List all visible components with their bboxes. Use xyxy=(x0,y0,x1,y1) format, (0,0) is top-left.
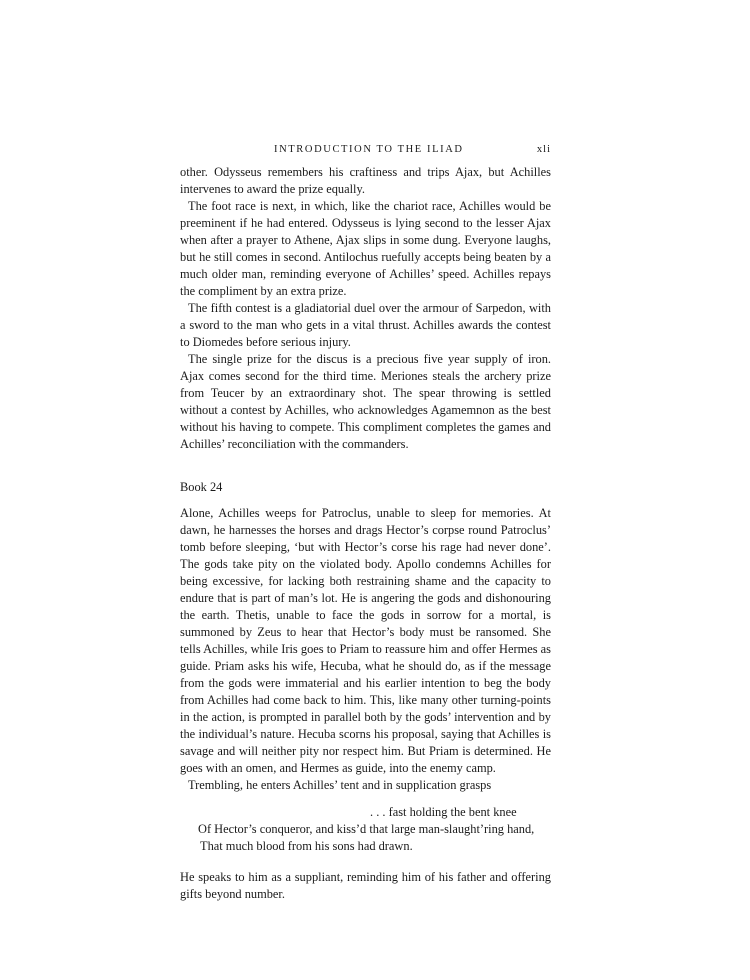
paragraph-duel: The fifth contest is a gladiatorial duel over the armour of Sarpedon, with a sword to the man who gets in a vital thrust. Achilles awards the contest to Diomedes before serious injury. xyxy=(180,301,551,349)
verse-line: Of Hector’s conqueror, and kiss’d that large man-slaught’ring hand, xyxy=(198,822,535,836)
verse-line: That much blood from his sons had drawn. xyxy=(200,839,413,853)
body-text xyxy=(180,164,551,903)
page-number: xli xyxy=(536,144,551,155)
running-head xyxy=(180,140,551,158)
paragraph-foot-race: The foot race is next, in which, like the chariot race, Achilles would be preeminent if he had entered. Odysseus is lying second to the lesser Ajax when after a prayer to Athene, Ajax slips in some dung. Everyone laughs, but he still comes in second. Antilochus ruefully accepts being beaten by a much older man, reminding everyone of Achilles’ speed. Achilles repays the compliment by an extra prize. xyxy=(180,199,551,298)
running-title: INTRODUCTION TO THE ILIAD xyxy=(274,144,464,155)
paragraph-book24-summary: Alone, Achilles weeps for Patroclus, unable to sleep for memories. At dawn, he harnesses the horses and drags Hector’s corpse round Patroclus’ tomb before sleeping, ‘but with Hector’s corse his rage had never done’. The gods take pity on the violated body. Apollo condemns Achilles for being excessive, for lacking both restraining shame and the capacity to endure that is part of man’s lot. He is angering the gods and dishonouring the earth. Thetis, unable to face the gods in sorrow for a mortal, is summoned by Zeus to hear that Hector’s body must be ransomed. She tells Achilles, while Iris goes to Priam to reassure him and offer Hermes as guide. Priam asks his wife, Hecuba, what he should do, as if the message from the gods were immaterial and his earlier intention to beg the body from Achilles had come back to him. This, like many other turning-points in the action, is prompted in parallel both by the gods’ intervention and by the individual’s nature. Hecuba scorns his proposal, saying that Achilles is savage and will neither pity nor respect him. But Priam is determined. He goes with an omen, and Hermes as guide, into the enemy camp. xyxy=(180,506,551,775)
book-page xyxy=(180,140,551,903)
paragraph-discus: The single prize for the discus is a precious five year supply of iron. Ajax comes second for the third time. Meriones steals the archery prize from Teucer by an extraordinary shot. The spear throwing is settled without a contest by Achilles, who acknowledges Agamemnon as the best without his having to compete. This compliment completes the games and Achilles’ reconciliation with the commanders. xyxy=(180,352,551,451)
verse-line: . . . fast holding the bent knee xyxy=(370,805,517,819)
paragraph-supplication: Trembling, he enters Achilles’ tent and in supplication grasps xyxy=(188,778,492,792)
paragraph-continued: other. Odysseus remembers his craftiness and trips Ajax, but Achilles intervenes to award the prize equally. xyxy=(180,165,551,196)
paragraph-suppliant: He speaks to him as a suppliant, reminding him of his father and offering gifts beyond number. xyxy=(180,870,551,901)
verse-quotation xyxy=(180,804,551,855)
section-heading: Book 24 xyxy=(180,480,223,494)
